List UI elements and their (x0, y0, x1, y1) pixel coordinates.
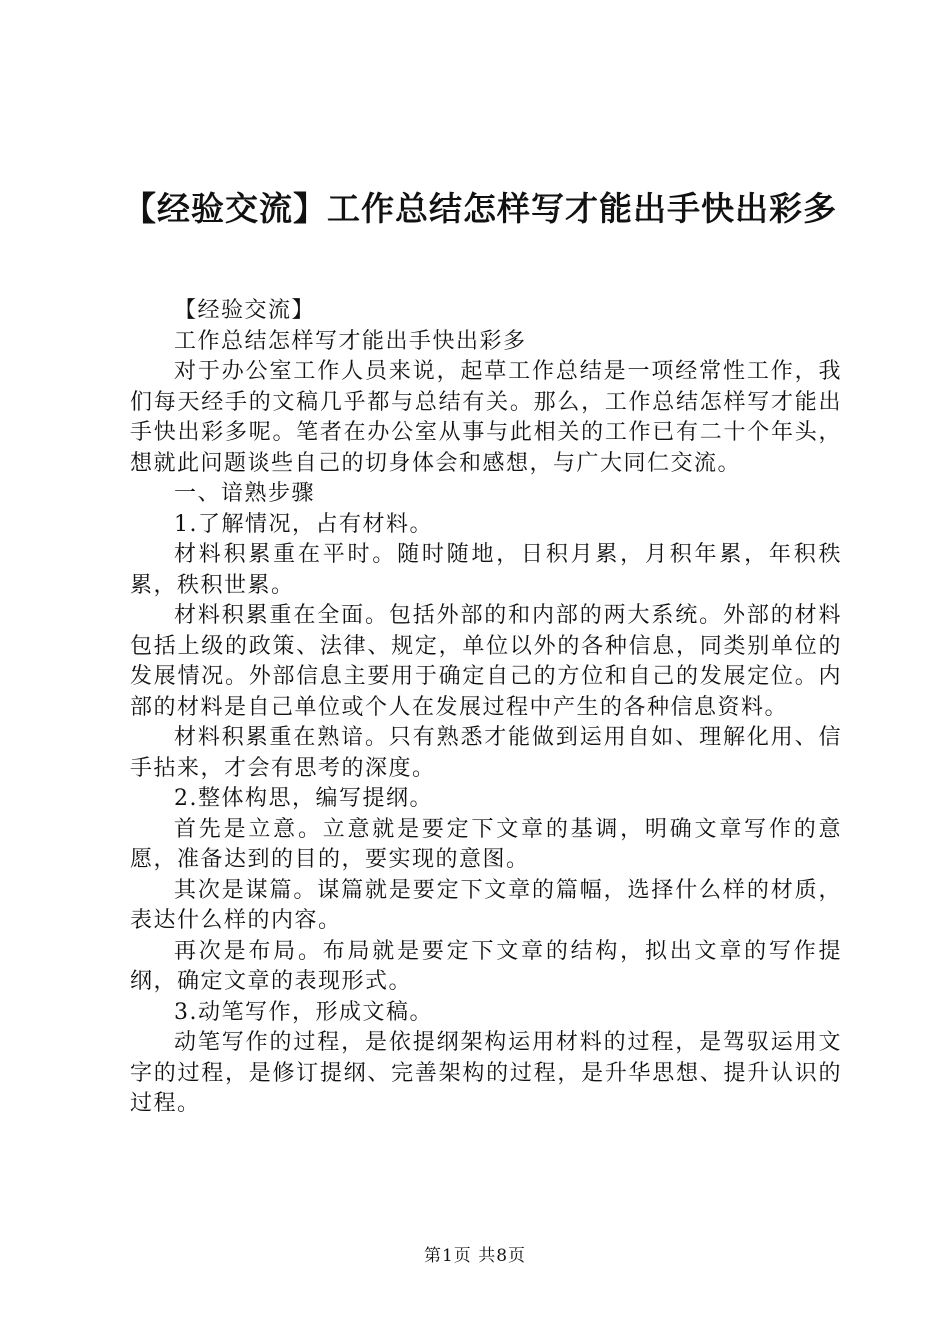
paragraph: 【经验交流】 (174, 298, 316, 323)
section-heading: 一、谙熟步骤 (174, 481, 316, 506)
subsection-heading: 3.动笔写作，形成文稿。 (174, 999, 433, 1025)
document-title: 【经验交流】工作总结怎样写才能出手快出彩多 (123, 189, 837, 228)
subsection-heading: 2.整体构思，编写提纲。 (174, 786, 433, 811)
paragraph: 其次是谋篇。谋篇就是要定下文章的篇幅，选择什么样的材质，表达什么样的内容。 (130, 877, 842, 933)
paragraph: 对于办公室工作人员来说，起草工作总结是一项经常性工作，我们每天经手的文稿几乎都与总结有关。那么，工作总结怎样写才能出手快出彩多呢。笔者在办公室从事与此相关的工作已有二十个年头，想就此问题谈些自己的切身体会和感想，与广大同仁交流。 (130, 359, 842, 476)
paragraph: 工作总结怎样写才能出手快出彩多 (174, 328, 527, 354)
page-number-footer: 第1页 共8页 (423, 1246, 527, 1266)
paragraph: 首先是立意。立意就是要定下文章的基调，明确文章写作的意愿，准备达到的目的，要实现的意图。 (130, 816, 842, 872)
paragraph: 再次是布局。布局就是要定下文章的结构，拟出文章的写作提纲，确定文章的表现形式。 (130, 938, 842, 994)
paragraph: 材料积累重在全面。包括外部的和内部的两大系统。外部的材料包括上级的政策、法律、规定，单位以外的各种信息，同类别单位的发展情况。外部信息主要用于确定自己的方位和自己的发展定位。内部的材料是自己单位或个人在发展过程中产生的各种信息资料。 (130, 603, 842, 720)
paragraph: 动笔写作的过程，是依提纲架构运用材料的过程，是驾驭运用文字的过程，是修订提纲、完善架构的过程，是升华思想、提升认识的过程。 (130, 1030, 842, 1116)
document-body (130, 296, 842, 1120)
subsection-heading: 1.了解情况，占有材料。 (174, 511, 433, 537)
paragraph: 材料积累重在熟谙。只有熟悉才能做到运用自如、理解化用、信手拈来，才会有思考的深度。 (130, 725, 842, 781)
paragraph: 材料积累重在平时。随时随地，日积月累，月积年累，年积秩累，秩积世累。 (130, 542, 842, 598)
